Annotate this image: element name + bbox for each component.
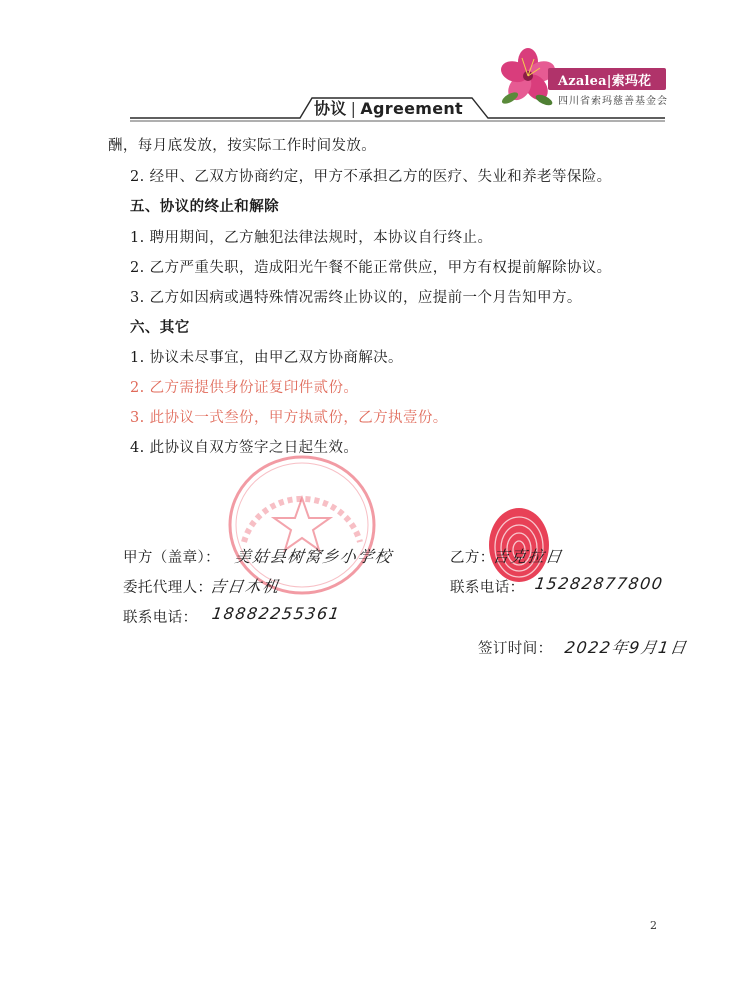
header-title-en: Agreement	[360, 99, 464, 118]
termination-item-2: 2. 乙方严重失职，造成阳光午餐不能正常供应，甲方有权提前解除协议。	[130, 260, 612, 276]
logo-subtitle: 四川省索玛慈善基金会	[558, 96, 668, 107]
termination-item-1: 1. 聘用期间，乙方触犯法律法规时，本协议自行终止。	[130, 230, 493, 246]
other-item-2: 2. 乙方需提供身份证复印件贰份。	[130, 380, 359, 396]
page-header	[0, 0, 750, 130]
party-a-label: 甲方（盖章）：	[123, 550, 221, 566]
party-b-phone-label: 联系电话：	[450, 580, 525, 596]
header-title-cn: 协议	[314, 99, 347, 118]
signing-date-label: 签订时间：	[478, 641, 553, 657]
party-a-phone-label: 联系电话：	[123, 610, 198, 626]
signing-date: 2022年9月1日	[563, 638, 689, 657]
logo-name: Azalea|索玛花	[558, 74, 652, 89]
party-b-phone: 15282877800	[533, 574, 665, 593]
header-title	[314, 96, 463, 118]
page-number: 2	[650, 919, 657, 932]
section-heading-termination: 五、协议的终止和解除	[130, 199, 279, 215]
body-line-1: 酬，每月底发放，按实际工作时间发放。	[108, 138, 377, 154]
body-line-2: 2. 经甲、乙双方协商约定，甲方不承担乙方的医疗、失业和养老等保险。	[130, 169, 612, 185]
other-item-1: 1. 协议未尽事宜，由甲乙双方协商解决。	[130, 350, 403, 366]
section-heading-other: 六、其它	[130, 320, 190, 336]
party-b-label: 乙方：	[450, 550, 495, 566]
termination-item-3: 3. 乙方如因病或遇特殊情况需终止协议的，应提前一个月告知甲方。	[130, 290, 582, 306]
party-a-signature: 美姑县树窝乡小学校	[233, 547, 394, 566]
party-a-phone: 18882255361	[210, 604, 342, 623]
header-title-separator: |	[350, 99, 357, 118]
party-b-signature: 吉克拉日	[491, 547, 565, 566]
other-item-3: 3. 此协议一式叁份，甲方执贰份，乙方执壹份。	[130, 410, 448, 426]
other-item-4: 4. 此协议自双方签字之日起生效。	[130, 440, 359, 456]
foundation-logo	[498, 46, 678, 108]
agent-signature: 吉日木机	[208, 577, 282, 596]
agent-label: 委托代理人：	[123, 580, 213, 596]
